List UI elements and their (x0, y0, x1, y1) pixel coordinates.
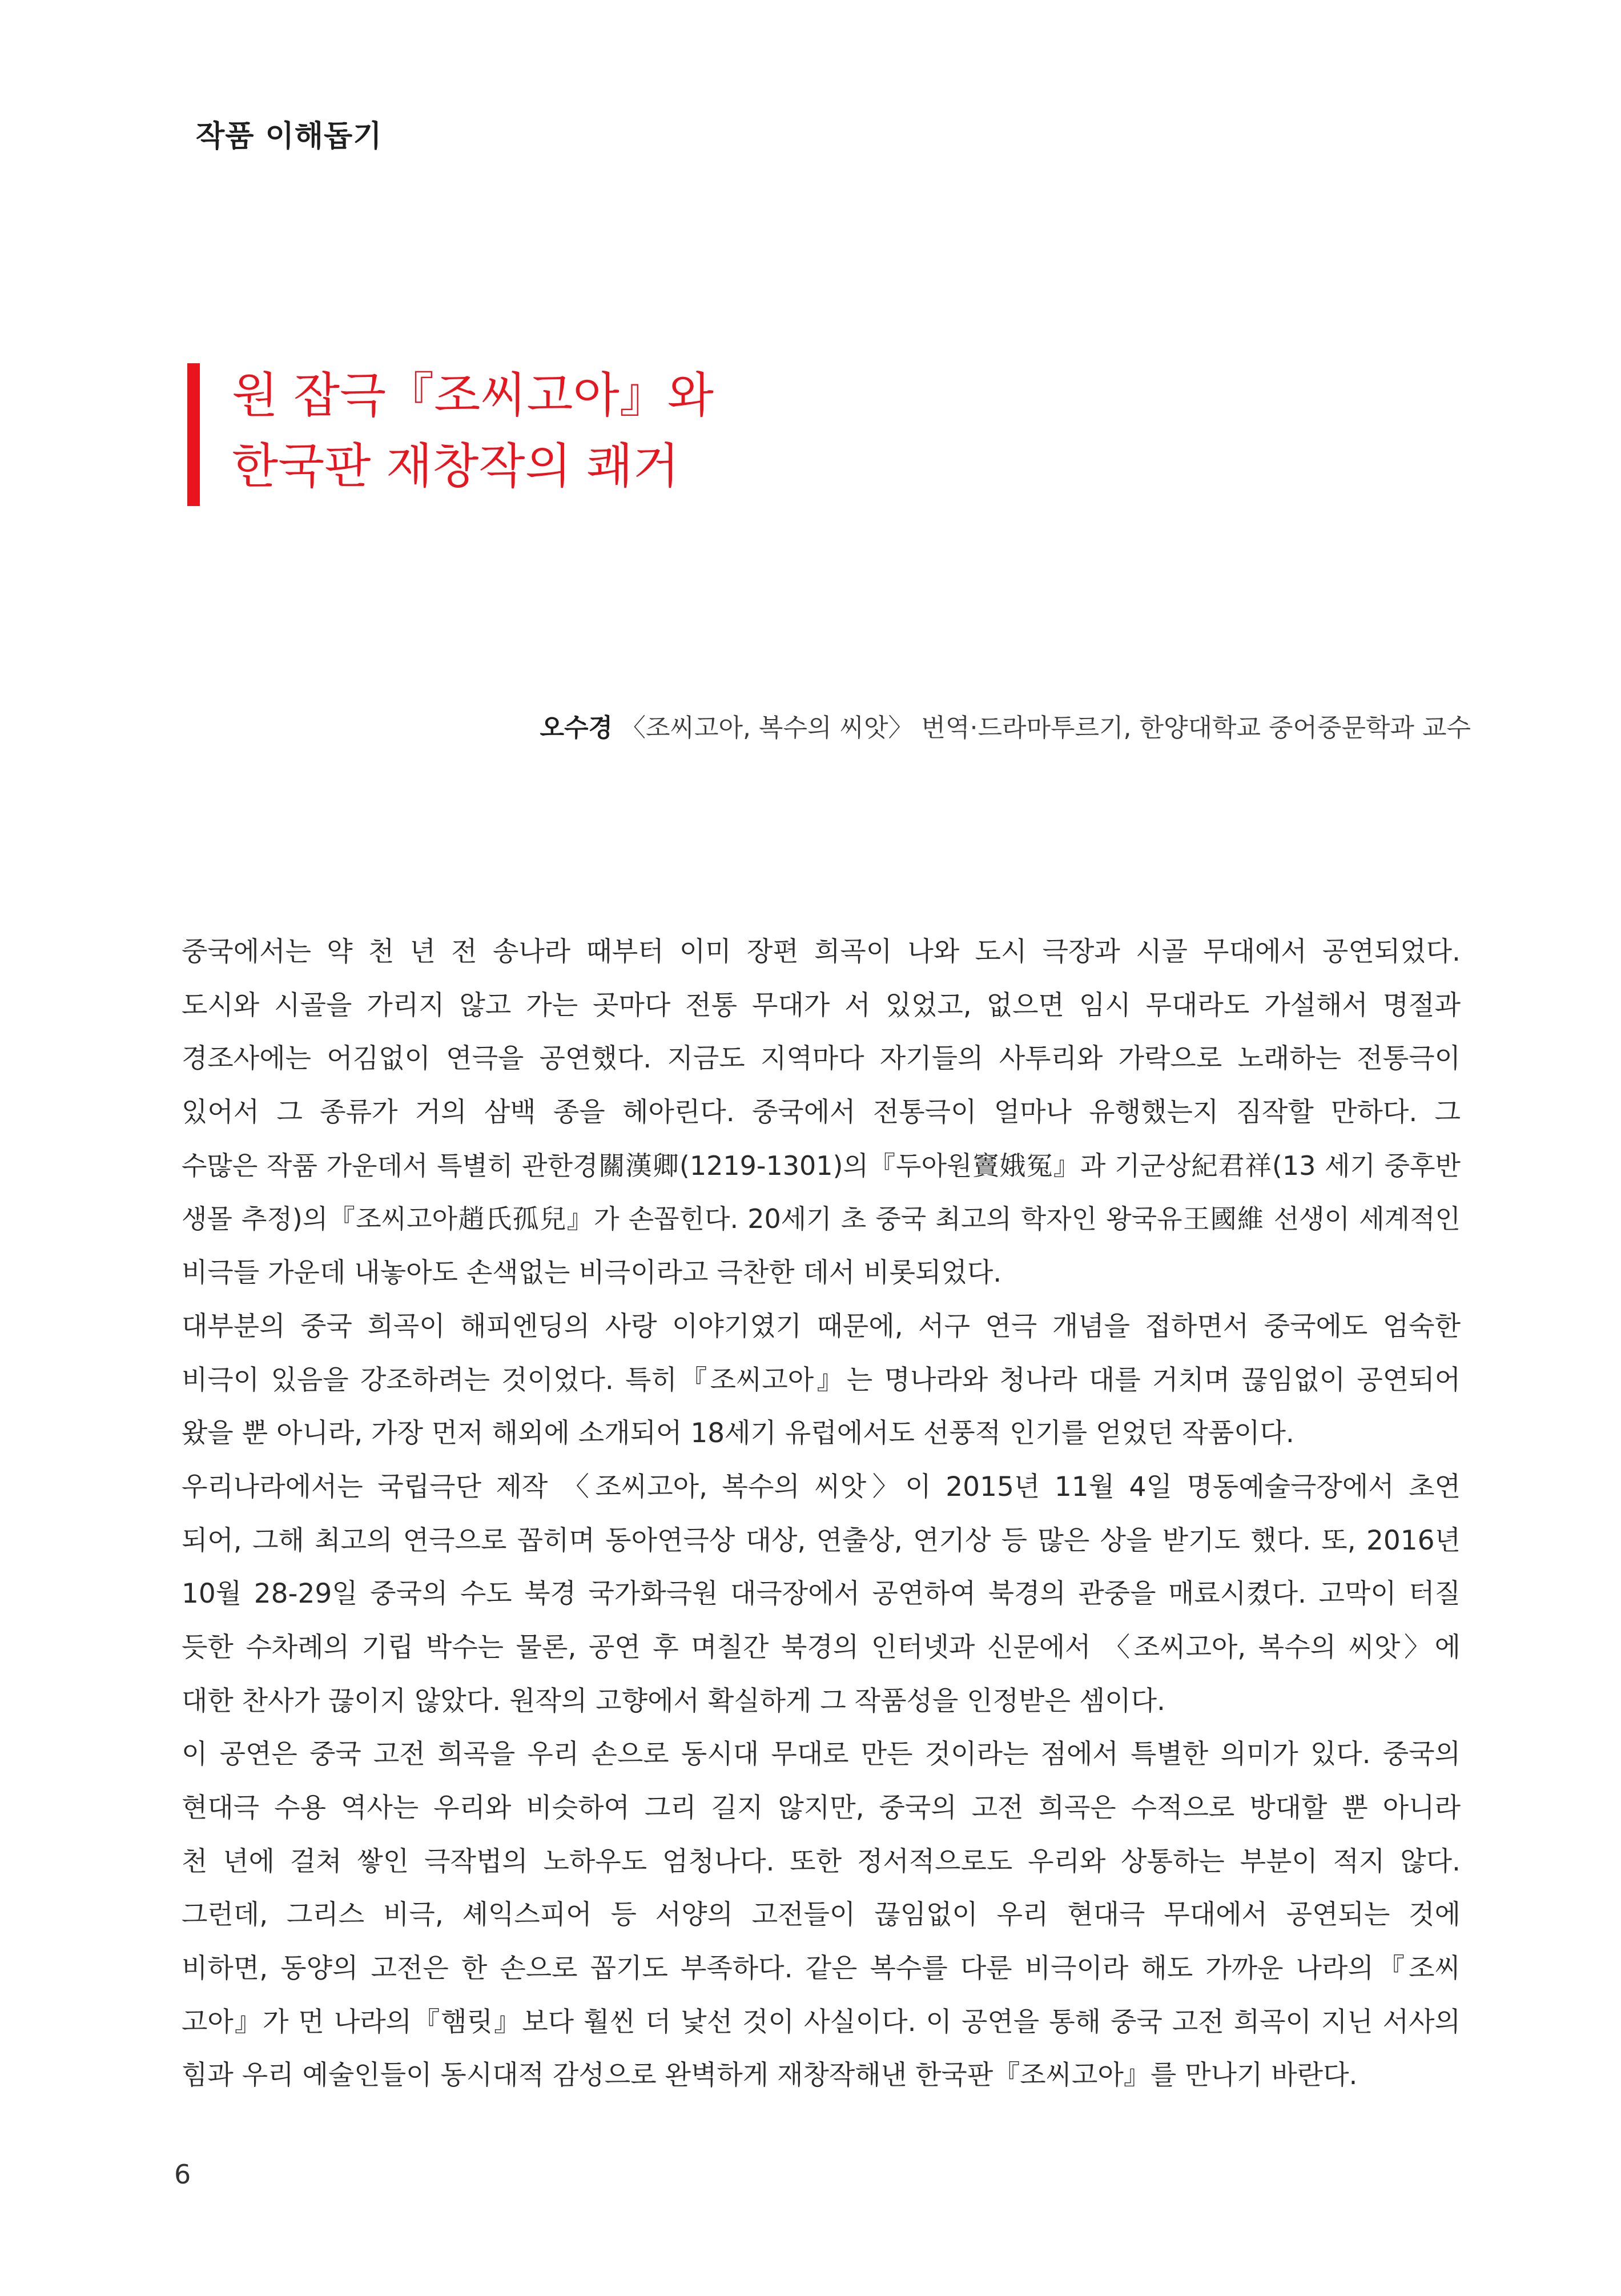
author-affiliation: 〈조씨고아, 복수의 씨앗〉 번역·드라마투르기, 한양대학교 중어중문학과 교수 (621, 713, 1471, 742)
body-line: 생몰 추정)의『조씨고아趙氏孤兒』가 손꼽힌다. 20세기 초 중국 최고의 학자인 왕국유王國維 선생이 세계적인 (182, 1203, 1461, 1235)
body-line: 수많은 작품 가운데서 특별히 관한경關漢卿(1219-1301)의『두아원竇娥冤』과 기군상紀君祥(13 세기 중후반 (182, 1150, 1461, 1181)
article-title-block (187, 359, 1101, 507)
body-line: 힘과 우리 예술인들이 동시대적 감성으로 완벽하게 재창작해낸 한국판『조씨고아』를 만나기 바란다. (182, 2060, 1358, 2092)
body-line: 되어, 그해 최고의 연극으로 꼽히며 동아연극상 대상, 연출상, 연기상 등 많은 상을 받기도 했다. 또, 2016년 (182, 1524, 1461, 1556)
author-name: 오수경 (540, 713, 613, 742)
article-title-line-1: 원 잡극『조씨고아』와 (232, 367, 714, 423)
body-line: 그런데, 그리스 비극, 셰익스피어 등 서양의 고전들이 끊임없이 우리 현대극 무대에서 공연되는 것에 (182, 1899, 1461, 1931)
body-line: 대한 찬사가 끊이지 않았다. 원작의 고향에서 확실하게 그 작품성을 인정받은 셈이다. (182, 1685, 1165, 1717)
body-line: 비극이 있음을 강조하려는 것이었다. 특히『조씨고아』는 명나라와 청나라 대를 거치며 끊임없이 공연되어 (182, 1364, 1461, 1396)
article-title-line-2: 한국판 재창작의 쾌거 (232, 438, 679, 494)
body-line: 고아』가 먼 나라의『햄릿』보다 훨씬 더 낯선 것이 사실이다. 이 공연을 통해 중국 고전 희곡이 지닌 서사의 (182, 2006, 1461, 2038)
article-body (182, 925, 1461, 2102)
section-label: 작품 이해돕기 (196, 119, 383, 154)
body-line: 천 년에 걸쳐 쌓인 극작법의 노하우도 엄청나다. 또한 정서적으로도 우리와 상통하는 부분이 적지 않다. (182, 1845, 1461, 1877)
title-accent-bar (187, 363, 200, 506)
body-line: 경조사에는 어김없이 연극을 공연했다. 지금도 지역마다 자기들의 사투리와 가락으로 노래하는 전통극이 (182, 1043, 1461, 1075)
body-line: 중국에서는 약 천 년 전 송나라 때부터 이미 장편 희곡이 나와 도시 극장과 시골 무대에서 공연되었다. (182, 936, 1461, 968)
body-line: 현대극 수용 역사는 우리와 비슷하여 그리 길지 않지만, 중국의 고전 희곡은 수적으로 방대할 뿐 아니라 (182, 1792, 1461, 1824)
body-line: 비하면, 동양의 고전은 한 손으로 꼽기도 부족하다. 같은 복수를 다룬 비극이라 해도 가까운 나라의『조씨 (182, 1953, 1461, 1985)
body-line: 있어서 그 종류가 거의 삼백 종을 헤아린다. 중국에서 전통극이 얼마나 유행했는지 짐작할 만하다. 그 (182, 1097, 1461, 1129)
body-line: 이 공연은 중국 고전 희곡을 우리 손으로 동시대 무대로 만든 것이라는 점에서 특별한 의미가 있다. 중국의 (182, 1739, 1461, 1771)
body-line: 왔을 뿐 아니라, 가장 먼저 해외에 소개되어 18세기 유럽에서도 선풍적 인기를 얻었던 작품이다. (182, 1418, 1294, 1450)
body-line: 듯한 수차례의 기립 박수는 물론, 공연 후 며칠간 북경의 인터넷과 신문에서 〈조씨고아, 복수의 씨앗〉에 (182, 1631, 1461, 1663)
page-number: 6 (174, 2159, 191, 2190)
body-line: 대부분의 중국 희곡이 해피엔딩의 사랑 이야기였기 때문에, 서구 연극 개념을 접하면서 중국에도 엄숙한 (182, 1310, 1461, 1342)
author-byline (540, 707, 1471, 744)
body-line: 우리나라에서는 국립극단 제작 〈조씨고아, 복수의 씨앗〉이 2015년 11월 4일 명동예술극장에서 초연 (182, 1471, 1461, 1503)
body-line: 도시와 시골을 가리지 않고 가는 곳마다 전통 무대가 서 있었고, 없으면 임시 무대라도 가설해서 명절과 (182, 989, 1461, 1021)
body-line: 10월 28-29일 중국의 수도 북경 국가화극원 대극장에서 공연하여 북경의 관중을 매료시켰다. 고막이 터질 (182, 1578, 1461, 1610)
body-line: 비극들 가운데 내놓아도 손색없는 비극이라고 극찬한 데서 비롯되었다. (182, 1257, 1002, 1289)
